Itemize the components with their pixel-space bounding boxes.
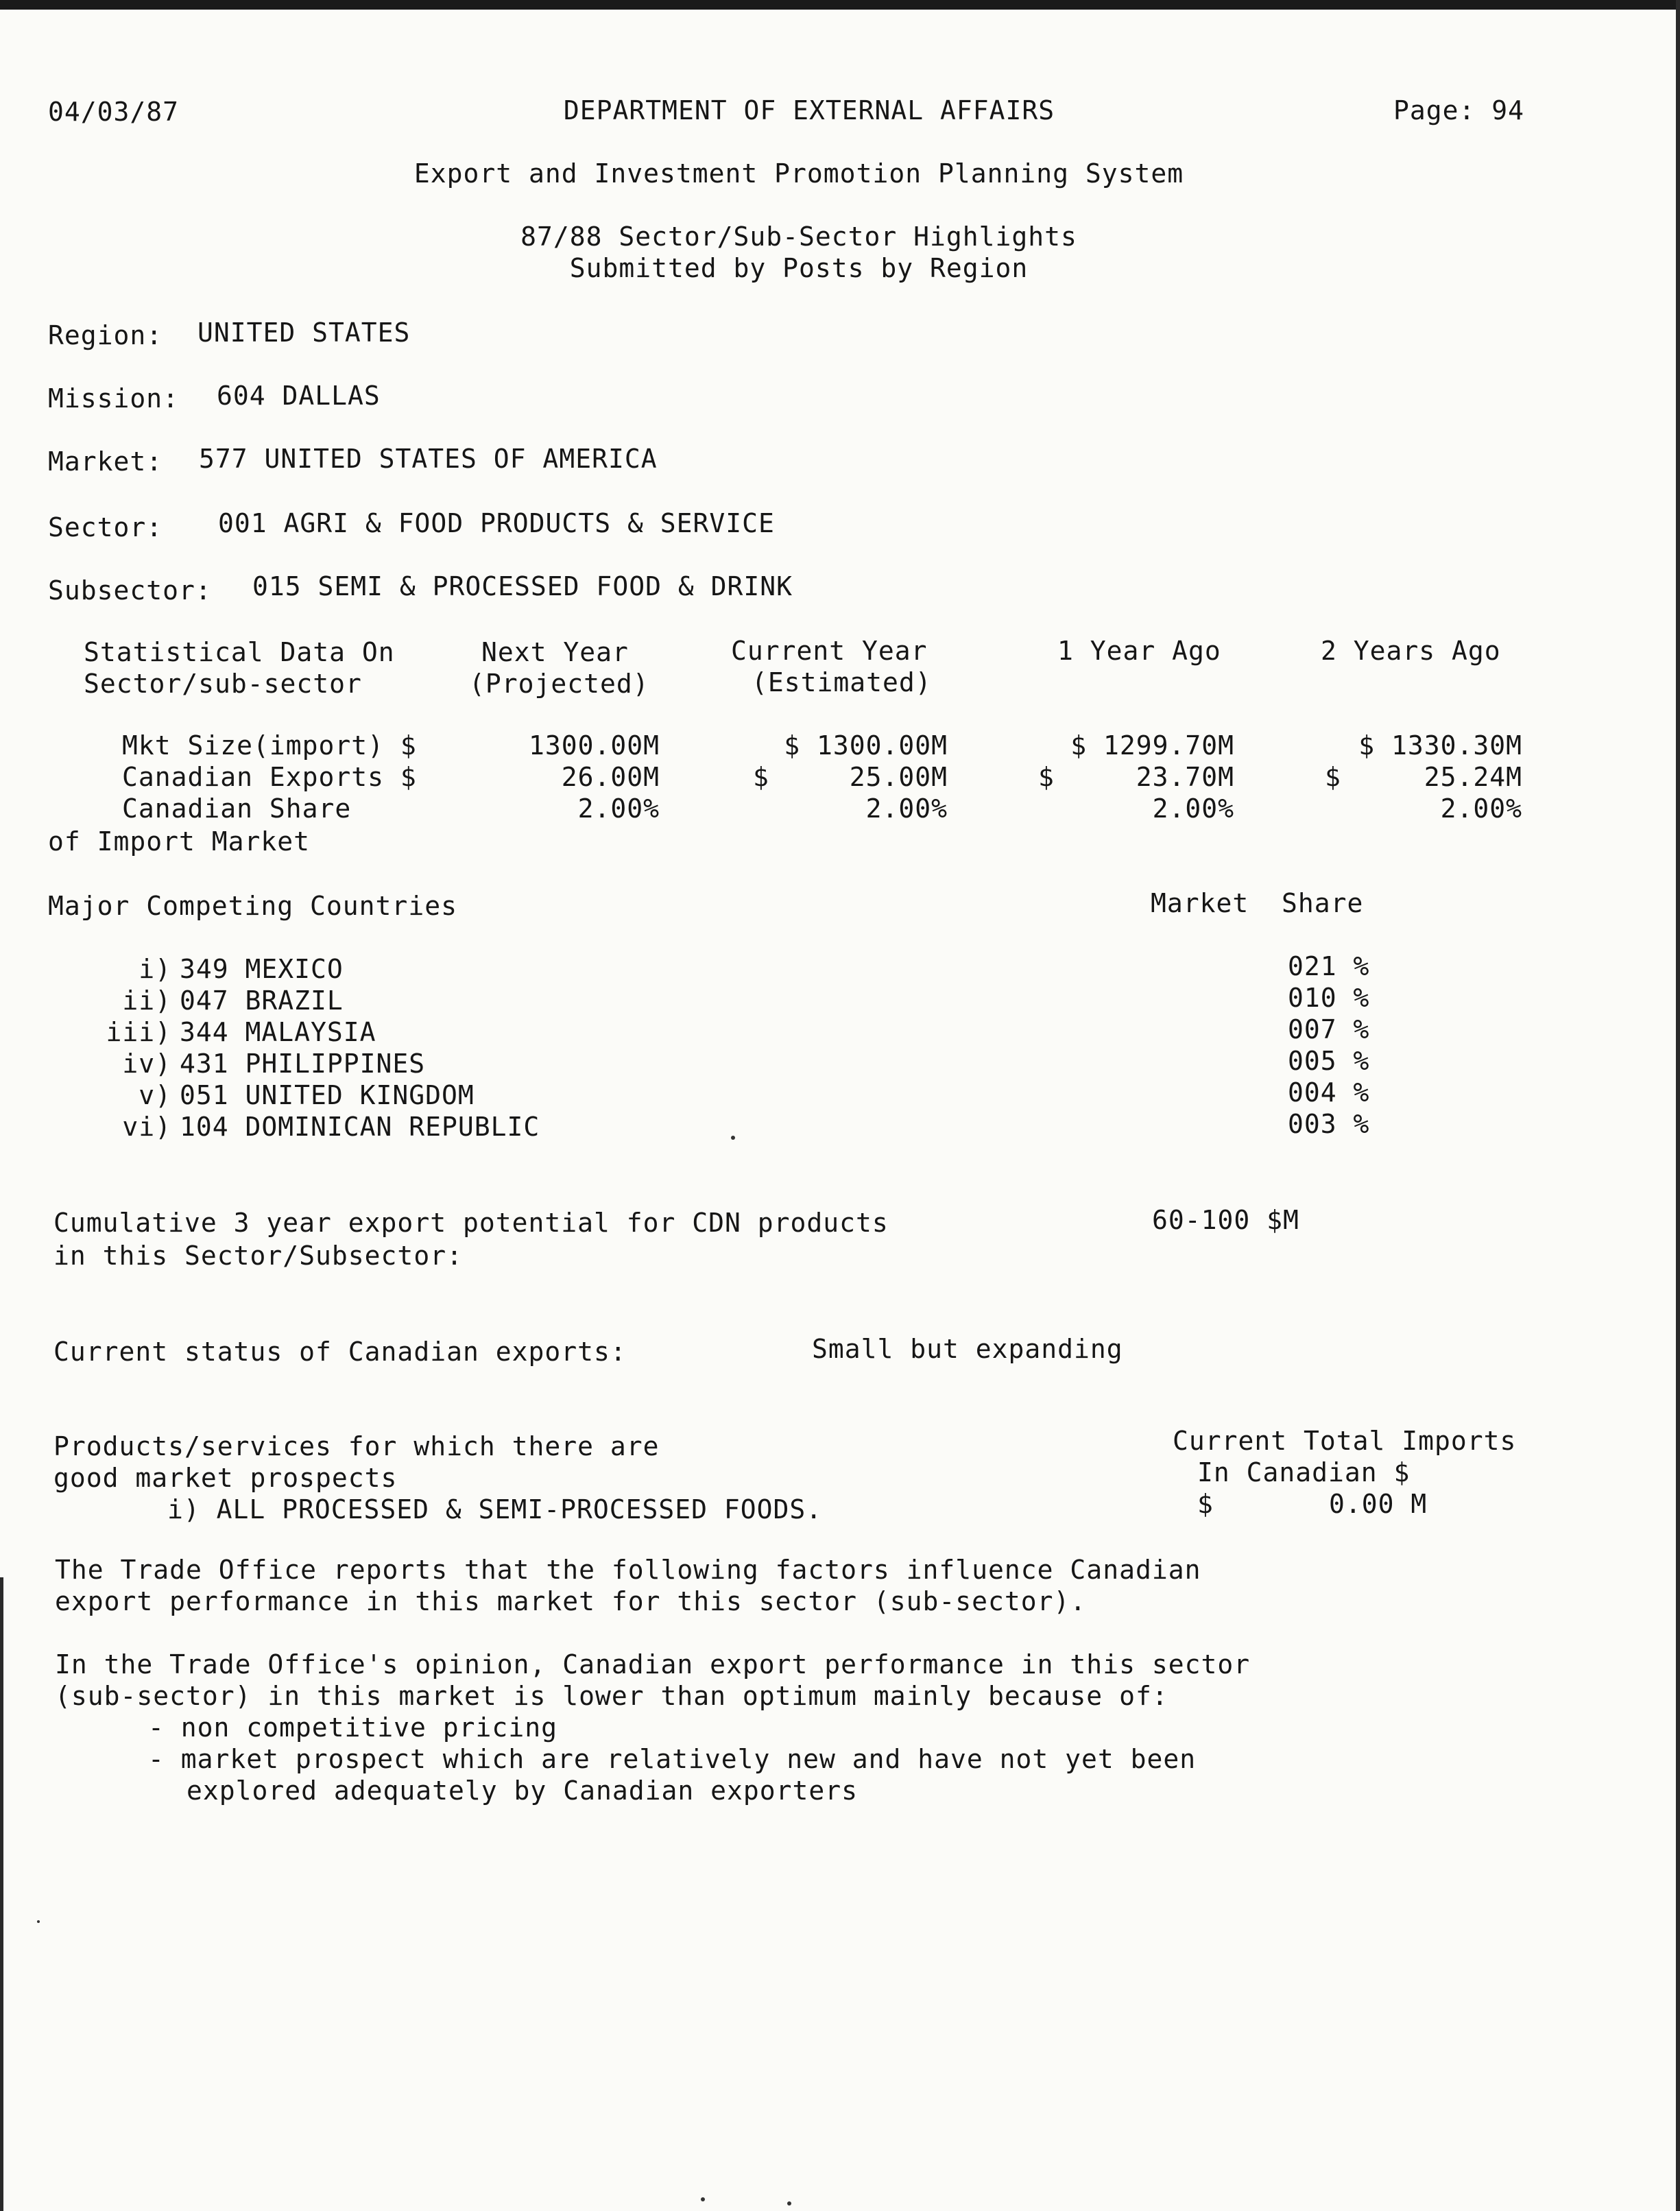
competitor-name: 104 DOMINICAN REPUBLIC: [180, 1112, 540, 1142]
potential-value: 60-100 $M: [1152, 1205, 1299, 1235]
opinion-text: In the Trade Office's opinion, Canadian export performance in this sector: [55, 1649, 1251, 1680]
row-exports-two-ago-dollar: $: [1325, 762, 1341, 792]
status-label: Current status of Canadian exports:: [53, 1337, 627, 1367]
products-label-2: good market prospects: [53, 1463, 398, 1493]
row-mkt-size-two-ago: $ 1330.30M: [1358, 730, 1522, 761]
system-title: Export and Investment Promotion Planning System: [413, 158, 1184, 189]
status-value: Small but expanding: [812, 1334, 1123, 1364]
factors-text-2: export performance in this market for this sector (sub-sector).: [55, 1586, 1087, 1616]
scan-speck: [731, 1136, 735, 1140]
row-exports-two-ago: 25.24M: [1424, 762, 1522, 792]
opinion-text-2: (sub-sector) in this market is lower than optimum mainly because of:: [55, 1681, 1168, 1711]
competitor-share: 021 %: [1288, 951, 1370, 981]
imports-value: 0.00 M: [1329, 1489, 1428, 1519]
mission-value: 604 DALLAS: [217, 381, 381, 411]
row-exports-next: 26.00M: [561, 762, 660, 792]
competitor-num: v): [139, 1080, 171, 1110]
row-exports-current-dollar: $: [753, 762, 769, 792]
row-share-label: Canadian Share: [122, 793, 352, 824]
products-item: i) ALL PROCESSED & SEMI-PROCESSED FOODS.: [167, 1494, 823, 1525]
competitor-share: 010 %: [1288, 983, 1370, 1013]
row-share-one-ago: 2.00%: [1152, 793, 1234, 824]
stats-header-label: Statistical Data On: [84, 637, 395, 667]
factors-text: The Trade Office reports that the following factors influence Canadian: [55, 1555, 1201, 1585]
competitor-name: 051 UNITED KINGDOM: [180, 1080, 475, 1110]
col-one-year-ago: 1 Year Ago: [1057, 636, 1221, 666]
row-exports-one-ago-dollar: $: [1038, 762, 1055, 792]
report-subtitle: Submitted by Posts by Region: [569, 253, 1029, 283]
col-next-year-sub: (Projected): [469, 669, 649, 699]
scan-speck: [787, 2201, 791, 2206]
competitor-name: 349 MEXICO: [180, 954, 344, 984]
row-mkt-size-label: Mkt Size(import) $: [122, 730, 417, 761]
region-label: Region:: [48, 320, 163, 350]
report-title: 87/88 Sector/Sub-Sector Highlights: [520, 222, 1077, 252]
subsector-value: 015 SEMI & PROCESSED FOOD & DRINK: [252, 571, 793, 601]
row-mkt-size-next: 1300.00M: [528, 730, 660, 761]
market-label: Market:: [48, 446, 163, 477]
scan-edge-top: [0, 0, 1680, 10]
market-share-header: Market Share: [1151, 888, 1364, 918]
row-exports-label: Canadian Exports $: [122, 762, 417, 792]
competitor-num: vi): [122, 1112, 171, 1142]
opinion-bullet: - market prospect which are relatively new and have not yet been: [148, 1744, 1197, 1774]
scan-edge-right: [1676, 0, 1680, 2211]
row-mkt-size-current: $ 1300.00M: [784, 730, 948, 761]
competitor-share: 007 %: [1288, 1014, 1370, 1044]
row-exports-current: 25.00M: [849, 762, 948, 792]
col-next-year: Next Year: [481, 637, 629, 667]
competitor-name: 344 MALAYSIA: [180, 1017, 376, 1047]
row-share-current: 2.00%: [865, 793, 948, 824]
competitor-name: 431 PHILIPPINES: [180, 1049, 426, 1079]
mission-label: Mission:: [48, 383, 180, 414]
products-label: Products/services for which there are: [53, 1431, 660, 1461]
competitor-share: 003 %: [1288, 1109, 1370, 1139]
market-value: 577 UNITED STATES OF AMERICA: [199, 444, 658, 474]
row-share-next: 2.00%: [577, 793, 660, 824]
subsector-label: Subsector:: [48, 575, 212, 606]
opinion-bullet: - non competitive pricing: [148, 1712, 557, 1743]
scan-speck: [37, 1920, 40, 1923]
region-value: UNITED STATES: [197, 318, 411, 348]
competitor-share: 005 %: [1288, 1046, 1370, 1076]
scan-edge-left: [0, 1577, 3, 2211]
competitor-num: iv): [122, 1049, 171, 1079]
scan-speck: [701, 2197, 705, 2201]
row-mkt-size-one-ago: $ 1299.70M: [1070, 730, 1234, 761]
row-exports-one-ago: 23.70M: [1136, 762, 1234, 792]
col-two-years-ago: 2 Years Ago: [1321, 636, 1501, 666]
sector-label: Sector:: [48, 512, 163, 542]
imports-header: Current Total Imports: [1173, 1426, 1517, 1456]
competitor-share: 004 %: [1288, 1077, 1370, 1108]
stats-header-label-2: Sector/sub-sector: [84, 669, 362, 699]
competitor-num: i): [139, 954, 171, 984]
competitors-title: Major Competing Countries: [48, 891, 457, 921]
col-current-year-sub: (Estimated): [752, 667, 932, 697]
competitor-num: ii): [122, 985, 171, 1016]
department-title: DEPARTMENT OF EXTERNAL AFFAIRS: [563, 95, 1055, 126]
row-share-label-2: of Import Market: [48, 826, 311, 857]
opinion-bullet-continued: explored adequately by Canadian exporters: [187, 1776, 858, 1806]
imports-dollar: $: [1197, 1489, 1214, 1519]
potential-label-2: in this Sector/Subsector:: [53, 1241, 463, 1271]
page-number: Page: 94: [1393, 95, 1525, 126]
report-date: 04/03/87: [48, 97, 180, 127]
imports-header-2: In Canadian $: [1197, 1457, 1411, 1487]
row-share-two-ago: 2.00%: [1440, 793, 1522, 824]
col-current-year: Current Year: [731, 636, 928, 666]
competitor-name: 047 BRAZIL: [180, 985, 344, 1016]
potential-label: Cumulative 3 year export potential for CDN products: [53, 1208, 889, 1238]
competitor-num: iii): [106, 1017, 171, 1047]
sector-value: 001 AGRI & FOOD PRODUCTS & SERVICE: [218, 508, 775, 538]
